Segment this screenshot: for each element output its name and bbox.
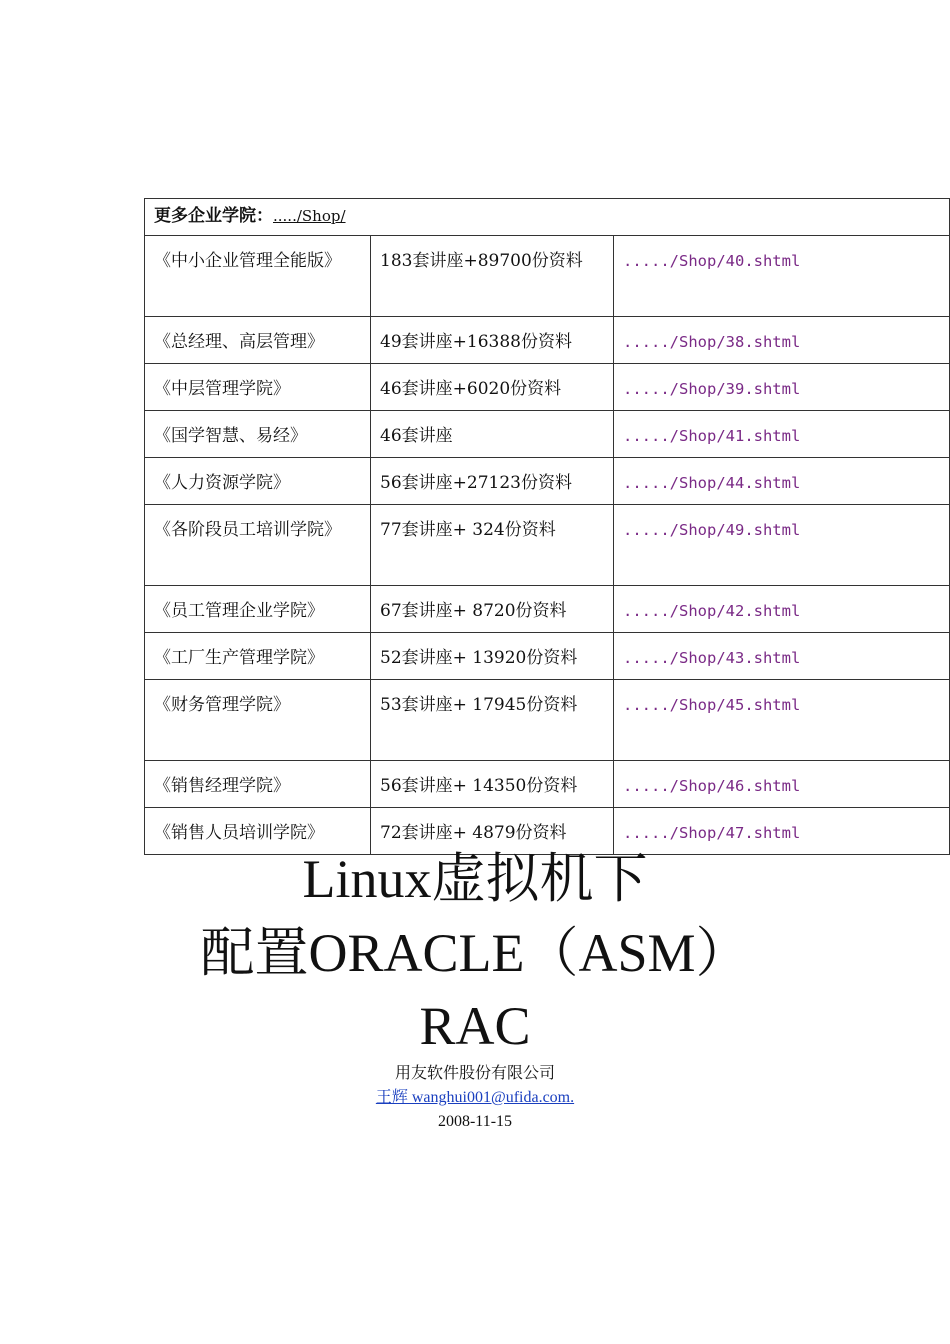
academy-name: 《中层管理学院》 [145, 364, 371, 411]
document-title-line-3: RAC [419, 996, 531, 1056]
academy-content: 46套讲座 [371, 411, 614, 458]
academy-name: 《财务管理学院》 [145, 680, 371, 761]
academy-content: 52套讲座+ 13920份资料 [371, 633, 614, 680]
academy-url-cell [614, 236, 950, 317]
academy-url-cell [614, 633, 950, 680]
table-row [145, 680, 950, 761]
author-email-link[interactable]: 王辉 wanghui001@ufida.com. [375, 1089, 575, 1106]
academy-url-cell [614, 586, 950, 633]
academy-url-link[interactable]: ...../Shop/42.shtml [623, 602, 801, 620]
table-row [145, 317, 950, 364]
table-row [145, 633, 950, 680]
academy-url-cell [614, 364, 950, 411]
academy-url-link[interactable]: ...../Shop/45.shtml [623, 696, 801, 714]
table-row [145, 761, 950, 808]
academy-content: 72套讲座+ 4879份资料 [371, 808, 614, 855]
company-name: 用友软件股份有限公司 [394, 1065, 555, 1082]
table-row [145, 364, 950, 411]
academy-name: 《销售人员培训学院》 [145, 808, 371, 855]
academy-name: 《各阶段员工培训学院》 [145, 505, 371, 586]
header-label: 更多企业学院： [154, 206, 273, 226]
academy-url-cell [614, 761, 950, 808]
academy-url-cell [614, 505, 950, 586]
academy-url-link[interactable]: ...../Shop/47.shtml [623, 824, 801, 842]
academy-name: 《总经理、高层管理》 [145, 317, 371, 364]
academy-url-link[interactable]: ...../Shop/44.shtml [623, 474, 801, 492]
academy-content: 67套讲座+ 8720份资料 [371, 586, 614, 633]
document-title-line-1: Linux虚拟机下 [302, 849, 648, 909]
academy-content: 183套讲座+89700份资料 [371, 236, 614, 317]
academy-url-link[interactable]: ...../Shop/46.shtml [623, 777, 801, 795]
table-row [145, 586, 950, 633]
academy-url-link[interactable]: ...../Shop/38.shtml [623, 333, 801, 351]
table-header-cell [145, 199, 950, 236]
academy-url-link[interactable]: ...../Shop/49.shtml [623, 521, 801, 539]
academy-name: 《中小企业管理全能版》 [145, 236, 371, 317]
table-row [145, 505, 950, 586]
table-row [145, 458, 950, 505]
academy-url-link[interactable]: ...../Shop/39.shtml [623, 380, 801, 398]
academy-url-cell [614, 458, 950, 505]
academy-url-link[interactable]: ...../Shop/40.shtml [623, 252, 801, 270]
academy-table [144, 198, 950, 855]
document-date: 2008-11-15 [437, 1113, 513, 1130]
academy-content: 56套讲座+ 14350份资料 [371, 761, 614, 808]
author-line [0, 1086, 950, 1110]
academy-content: 49套讲座+16388份资料 [371, 317, 614, 364]
academy-url-link[interactable]: ...../Shop/41.shtml [623, 427, 801, 445]
table-row [145, 411, 950, 458]
table-header-row [145, 199, 950, 236]
academy-content: 77套讲座+ 324份资料 [371, 505, 614, 586]
academy-url-cell [614, 317, 950, 364]
header-link[interactable]: ...../Shop/ [273, 207, 346, 225]
document-title-line-2: 配置ORACLE（ASM） [200, 923, 750, 983]
academy-content: 46套讲座+6020份资料 [371, 364, 614, 411]
academy-url-link[interactable]: ...../Shop/43.shtml [623, 649, 801, 667]
academy-content: 53套讲座+ 17945份资料 [371, 680, 614, 761]
academy-content: 56套讲座+27123份资料 [371, 458, 614, 505]
academy-name: 《国学智慧、易经》 [145, 411, 371, 458]
table-row [145, 236, 950, 317]
academy-name: 《人力资源学院》 [145, 458, 371, 505]
academy-name: 《员工管理企业学院》 [145, 586, 371, 633]
academy-name: 《销售经理学院》 [145, 761, 371, 808]
academy-url-cell [614, 680, 950, 761]
academy-url-cell [614, 411, 950, 458]
academy-name: 《工厂生产管理学院》 [145, 633, 371, 680]
